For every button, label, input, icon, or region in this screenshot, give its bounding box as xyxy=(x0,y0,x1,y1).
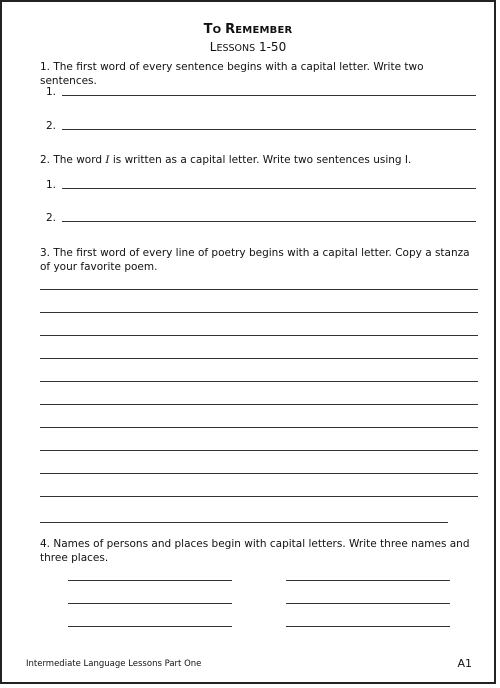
poem-line[interactable] xyxy=(40,522,448,523)
person-name-line[interactable] xyxy=(68,626,232,627)
page-title xyxy=(2,22,494,39)
answer-rule xyxy=(62,221,476,222)
footer-page-label: A1 xyxy=(457,657,472,670)
subtitle-part: 1-50 xyxy=(255,40,287,54)
poem-line[interactable] xyxy=(40,312,478,313)
section2-answer-line-1[interactable] xyxy=(46,175,476,191)
instruction-emphasis: I xyxy=(105,154,110,166)
instruction-text: is written as a capital letter. Write two sentences using I. xyxy=(109,154,412,166)
place-name-line[interactable] xyxy=(286,603,450,604)
poem-line[interactable] xyxy=(40,473,478,474)
title-part: R xyxy=(225,22,236,37)
title-part: EMEMBER xyxy=(235,25,293,36)
person-name-line[interactable] xyxy=(68,603,232,604)
section1-answer-line-2[interactable] xyxy=(46,116,476,132)
section2-answer-line-2[interactable] xyxy=(46,208,476,224)
answer-rule xyxy=(62,129,476,130)
place-name-line[interactable] xyxy=(286,580,450,581)
answer-rule xyxy=(62,95,476,96)
subtitle-part: L xyxy=(209,40,217,54)
section3-instruction: 3. The first word of every line of poetry begins with a capital letter. Copy a stanza of your favorite poem. xyxy=(40,247,470,273)
subtitle-part: ESSONS xyxy=(216,43,256,54)
poem-line[interactable] xyxy=(40,404,478,405)
line-number: 2. xyxy=(46,120,57,132)
answer-rule xyxy=(62,188,476,189)
poem-line[interactable] xyxy=(40,289,478,290)
title-part: T xyxy=(203,22,213,37)
footer-book-title: Intermediate Language Lessons Part One xyxy=(26,659,202,669)
section1-instruction: 1. The first word of every sentence begins with a capital letter. Write two sentences. xyxy=(40,61,424,87)
poem-line[interactable] xyxy=(40,450,478,451)
poem-line[interactable] xyxy=(40,358,478,359)
poem-line[interactable] xyxy=(40,335,478,336)
place-name-line[interactable] xyxy=(286,626,450,627)
title-part: O xyxy=(212,25,226,36)
section2-instruction xyxy=(40,153,480,167)
section4-instruction: 4. Names of persons and places begin with capital letters. Write three names and three places. xyxy=(40,538,470,564)
section1-answer-line-1[interactable] xyxy=(46,82,476,98)
poem-line[interactable] xyxy=(40,427,478,428)
line-number: 1. xyxy=(46,179,57,191)
person-name-line[interactable] xyxy=(68,580,232,581)
line-number: 2. xyxy=(46,212,57,224)
line-number: 1. xyxy=(46,86,57,98)
poem-line[interactable] xyxy=(40,381,478,382)
page-subtitle xyxy=(2,40,494,56)
instruction-text: 2. The word xyxy=(40,154,106,166)
poem-line[interactable] xyxy=(40,496,478,497)
worksheet-header xyxy=(2,22,494,56)
